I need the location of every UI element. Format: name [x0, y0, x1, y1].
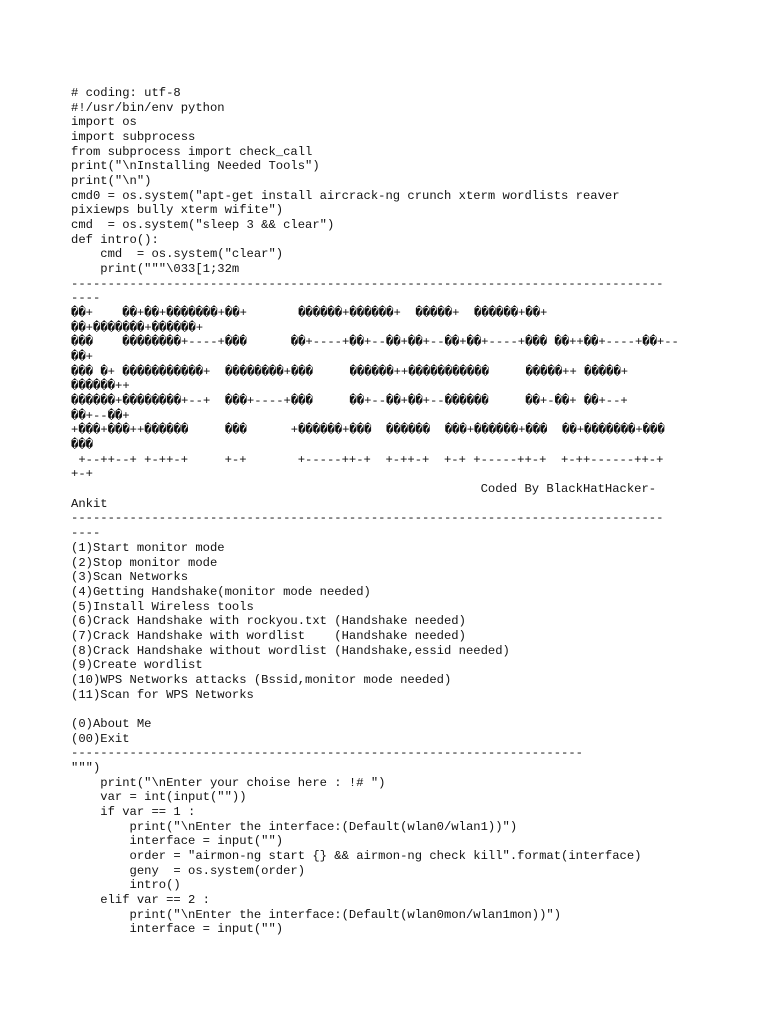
code-line: ������++: [71, 379, 130, 394]
code-line: intro(): [71, 878, 181, 893]
code-line: print("\nEnter the interface:(Default(wlan0mon/wlan1mon))"): [71, 907, 562, 922]
code-line: Coded By BlackHatHacker-: [71, 482, 657, 497]
code-line: from subprocess import check_call: [71, 144, 313, 159]
code-line: (2)Stop monitor mode: [71, 555, 218, 570]
code-line: ��+�������+������+: [71, 320, 204, 335]
code-line: (00)Exit: [71, 731, 130, 746]
code-line: ----: [71, 291, 101, 306]
code-line: (10)WPS Networks attacks (Bssid,monitor mode needed): [71, 672, 452, 687]
code-line: """): [71, 760, 101, 775]
code-line: +-+: [71, 467, 93, 482]
code-line: interface = input(""): [71, 834, 284, 849]
code-line: ��� �+ �����������+ ��������+��� ������++����������� �����++ �����+: [71, 364, 629, 379]
code-line: print("\nInstalling Needed Tools"): [71, 159, 320, 174]
code-line: import subprocess: [71, 130, 196, 145]
code-line: def intro():: [71, 232, 159, 247]
code-line: if var == 1 :: [71, 804, 196, 819]
code-line: (1)Start monitor mode: [71, 540, 225, 555]
code-line: (8)Crack Handshake without wordlist (Handshake,essid needed): [71, 643, 510, 658]
code-line: ���: [71, 438, 94, 453]
code-line: elif var == 2 :: [71, 892, 210, 907]
code-line: ---------------------------------------------------------------------------------: [71, 276, 664, 291]
code-line: (9)Create wordlist: [71, 658, 203, 673]
code-line: pixiewps bully xterm wifite"): [71, 203, 284, 218]
code-line: Ankit: [71, 496, 108, 511]
code-line: cmd = os.system("sleep 3 && clear"): [71, 218, 335, 233]
code-line: +���+���++������ ��� +������+��� ������ ���+������+��� ��+�������+���: [71, 423, 665, 438]
code-line: geny = os.system(order): [71, 863, 306, 878]
code-line: ��+--��+: [71, 408, 130, 423]
code-line: (5)Install Wireless tools: [71, 599, 254, 614]
code-line: (7)Crack Handshake with wordlist (Handshake needed): [71, 628, 466, 643]
code-line: ----: [71, 526, 101, 541]
code-line: (4)Getting Handshake(monitor mode needed): [71, 584, 371, 599]
code-line: cmd0 = os.system("apt-get install aircrack-ng crunch xterm wordlists reaver: [71, 188, 620, 203]
code-line: ������+��������+--+ ���+----+��� ��+--��+��+--������ ��+-��+ ��+--+: [71, 394, 628, 409]
code-line: (11)Scan for WPS Networks: [71, 687, 254, 702]
source-code-listing: [71, 86, 711, 937]
code-line: print("""\033[1;32m: [71, 262, 240, 277]
code-line: ��� ��������+----+��� ��+----+��+--��+��+--��+��+----+��� ��++��+----+��+--: [71, 335, 679, 350]
code-line: cmd = os.system("clear"): [71, 247, 284, 262]
code-line: ��+: [71, 350, 93, 365]
code-line: # coding: utf-8: [71, 86, 181, 100]
code-line: ----------------------------------------------------------------------: [71, 746, 583, 761]
code-line: +--++--+ +-++-+ +-+ +-----++-+ +-++-+ +-+ +-----++-+ +-++------++-+: [71, 452, 664, 467]
code-line: import os: [71, 115, 137, 130]
code-line: order = "airmon-ng start {} && airmon-ng check kill".format(interface): [71, 848, 642, 863]
code-line: (0)About Me: [71, 716, 152, 731]
code-line: [71, 702, 711, 717]
code-line: (3)Scan Networks: [71, 570, 189, 585]
code-line: ---------------------------------------------------------------------------------: [71, 511, 664, 526]
code-line: print("\nEnter the interface:(Default(wlan0/wlan1))"): [71, 819, 518, 834]
code-line: var = int(input("")): [71, 790, 247, 805]
code-line: ��+ ��+��+�������+��+ ������+������+ �����+ ������+��+: [71, 306, 548, 321]
code-line: #!/usr/bin/env python: [71, 100, 225, 115]
code-line: print("\nEnter your choise here : !# "): [71, 775, 386, 790]
code-line: print("\n"): [71, 174, 152, 189]
code-line: interface = input(""): [71, 922, 284, 937]
code-line: (6)Crack Handshake with rockyou.txt (Handshake needed): [71, 614, 466, 629]
